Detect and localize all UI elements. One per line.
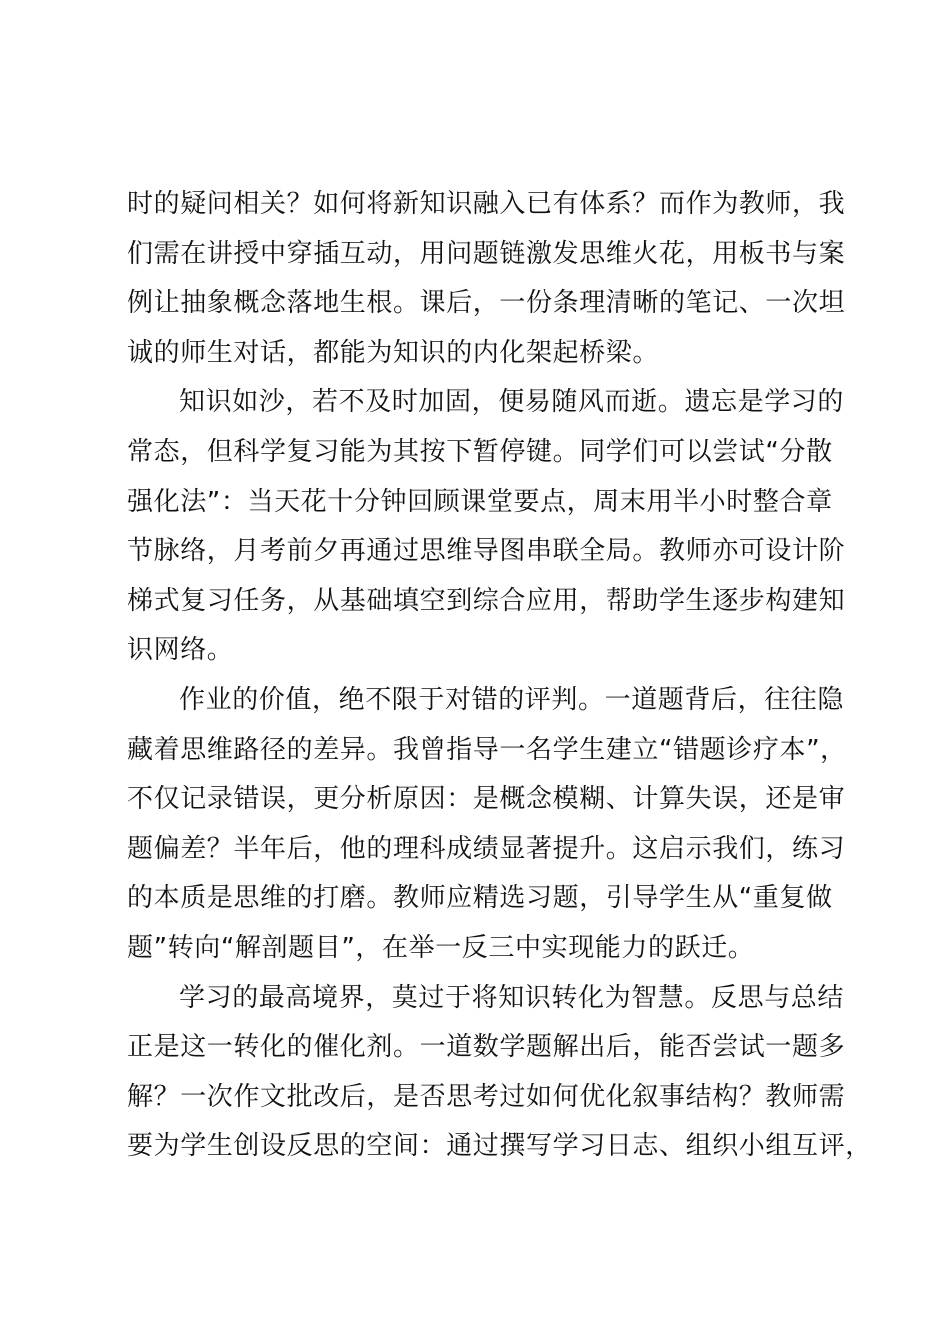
text-line: 识网络。 — [127, 635, 234, 666]
text-line: 题”转向“解剖题目”，在举一反三中实现能力的跃迁。 — [127, 932, 755, 963]
text-line: 诚的师生对话，都能为知识的内化架起桥梁。 — [127, 337, 660, 368]
body-text — [127, 180, 872, 1172]
text-line: 常态，但科学复习能为其按下暂停键。同学们可以尝试“分散 — [127, 436, 833, 467]
text-line: 正是这一转化的催化剂。一道数学题解出后，能否尝试一题多 — [127, 1032, 846, 1063]
text-line: 题偏差？半年后，他的理科成绩显著提升。这启示我们，练习 — [127, 833, 846, 864]
text-line: 们需在讲授中穿插互动，用问题链激发思维火花，用板书与案 — [127, 238, 846, 269]
text-line: 解？一次作文批改后，是否思考过如何优化叙事结构？教师需 — [127, 1081, 846, 1112]
text-line: 时的疑问相关？如何将新知识融入已有体系？而作为教师，我 — [127, 189, 846, 219]
paragraph-first-line: 作业的价值，绝不限于对错的评判。一道题背后，往往隐 — [179, 684, 845, 715]
text-line: 节脉络，月考前夕再通过思维导图串联全局。教师亦可设计阶 — [127, 536, 846, 567]
paragraph-first-line: 知识如沙，若不及时加固，便易随风而逝。遗忘是学习的 — [179, 387, 845, 418]
text-line: 不仅记录错误，更分析原因：是概念模糊、计算失误，还是审 — [127, 784, 846, 815]
text-line: 梯式复习任务，从基础填空到综合应用，帮助学生逐步构建知 — [127, 585, 846, 616]
paragraph-first-line: 学习的最高境界，莫过于将知识转化为智慧。反思与总结 — [179, 982, 845, 1013]
text-line: 藏着思维路径的差异。我曾指导一名学生建立“错题诊疗本”， — [127, 734, 847, 765]
text-line: 强化法”：当天花十分钟回顾课堂要点，周末用半小时整合章 — [127, 486, 833, 517]
text-line: 的本质是思维的打磨。教师应精选习题，引导学生从“重复做 — [127, 883, 833, 914]
text-line: 要为学生创设反思的空间：通过撰写学习日志、组织小组互评， — [127, 1131, 872, 1162]
text-line: 例让抽象概念落地生根。课后，一份条理清晰的笔记、一次坦 — [127, 288, 846, 319]
